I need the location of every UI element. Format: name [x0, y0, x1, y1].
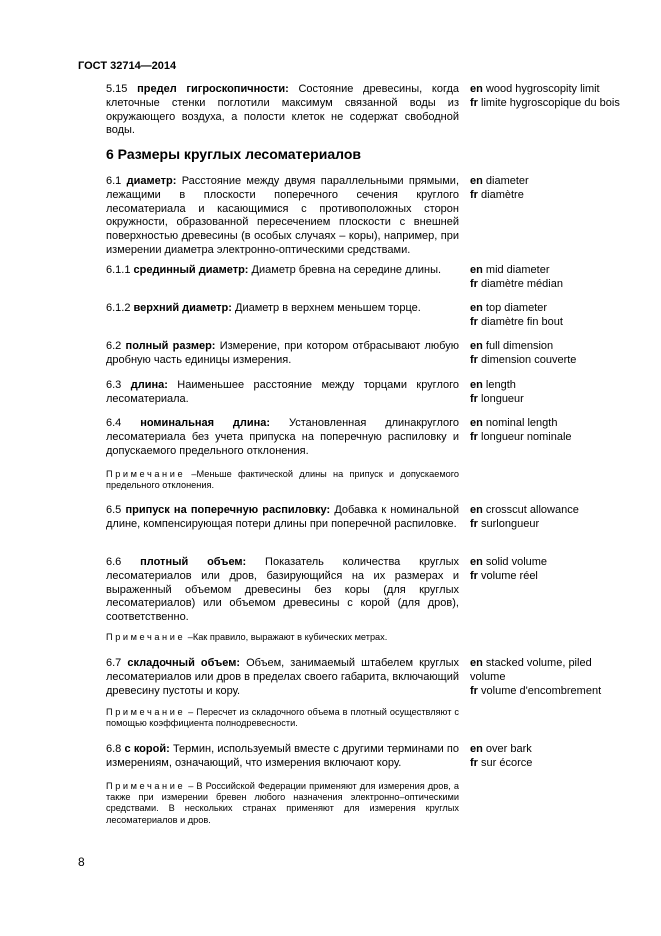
term-entry: 6.6 плотный объем: Показатель количества круглых лесоматериалов или дров, базирующийся на их размерах и выраженный объемом древесины без коры (для круглых лесоматериалов) или объемом древесины с корой (для дров), соответственно. — [106, 556, 459, 624]
term-entry: 6.7 складочный объем: Объем, занимаемый штабелем круглых лесоматериалов или дров в пределах своего габарита, включающий древесину пустоты и кору. — [106, 657, 459, 697]
term-label: припуск на поперечную распиловку: — [125, 504, 331, 516]
note: Примечание –Как правило, выражают в кубических метрах. — [106, 632, 388, 642]
term-translation: en mid diameter fr diamètre médian — [470, 264, 563, 290]
term-label: предел гигроскопичности: — [137, 83, 289, 95]
section-title: 6 Размеры круглых лесоматериалов — [106, 146, 361, 162]
term-entry: 6.1.2 верхний диаметр: Диаметр в верхнем меньшем торце. — [106, 302, 421, 314]
term-label: срединный диаметр: — [133, 264, 249, 276]
term-entry: 5.15 предел гигроскопичности: Состояние древесины, когда клеточные стенки поглотили максимум связанной воды из окружающего воздуха, а полости клеток не содержат свободной воды. — [106, 83, 459, 137]
term-translation: en top diameter fr diamètre fin bout — [470, 302, 563, 328]
term-label: с корой: — [124, 743, 170, 755]
page-number: 8 — [78, 855, 85, 869]
term-translation: en solid volume fr volume réel — [470, 556, 548, 582]
note: Примечание – Пересчет из складочного объема в плотный осуществляют с помощью коэффициента полнодревесности. — [106, 707, 459, 729]
term-translation: en stacked volume, piled volume fr volume d'encombrement — [470, 657, 602, 697]
term-entry: 6.1.1 срединный диаметр: Диаметр бревна на середине длины. — [106, 264, 442, 276]
document-code: ГОСТ 32714—2014 — [78, 60, 177, 72]
term-entry: 6.5 припуск на поперечную распиловку: Добавка к номинальной длине, компенсирующая потери длины при поперечной распиловке. — [106, 504, 459, 530]
term-translation: en length fr longueur — [470, 379, 524, 405]
term-translation: en nominal length fr longueur nominale — [470, 417, 572, 443]
term-label: диаметр: — [126, 175, 177, 187]
note: Примечание –Меньше фактической длины на припуск и допускаемого предельного отклонения. — [106, 469, 459, 491]
note-label: Примечание — [106, 469, 186, 479]
note-label: Примечание — [106, 781, 186, 791]
term-translation: en wood hygroscopity limit fr limite hygroscopique du bois — [470, 83, 620, 109]
term-label: верхний диаметр: — [133, 302, 232, 314]
term-label: номинальная длина: — [140, 417, 271, 429]
note-label: Примечание — [106, 707, 186, 717]
term-label: складочный объем: — [127, 657, 241, 669]
note-label: Примечание — [106, 632, 186, 642]
term-label: полный размер: — [125, 340, 216, 352]
term-translation: en crosscut allowance fr surlongueur — [470, 504, 579, 530]
term-entry: 6.8 с корой: Термин, используемый вместе с другими терминами по измерениям, означающий, что измерения включают кору. — [106, 743, 459, 769]
term-entry: 6.2 полный размер: Измерение, при котором отбрасывают любую дробную часть единицы измерения. — [106, 340, 459, 366]
term-label: длина: — [130, 379, 168, 391]
term-translation: en over bark fr sur écorce — [470, 743, 533, 769]
term-translation: en diameter fr diamètre — [470, 175, 529, 201]
note: Примечание – В Российской Федерации применяют для измерения дров, а также при измерении бревен любого назначения электронно–оптическими средствами. В нескольких странах применяют для измерения круглых лесоматериалов и дров. — [106, 781, 459, 825]
term-entry: 6.1 диаметр: Расстояние между двумя параллельными прямыми, лежащими в плоскости поперечного сечения круглого лесоматериала и касающимися с противоположных сторон окружности, образованной пересечением плоскости с внешней поверхностью древесины (в особых случаях – коры), например, при измерении диаметра электронно-оптическими средствами. — [106, 175, 459, 256]
term-entry: 6.3 длина: Наименьшее расстояние между торцами круглого лесоматериала. — [106, 379, 460, 405]
term-entry: 6.4 номинальная длина: Установленная длинакруглого лесоматериала без учета припуска на поперечную распиловку и допускаемого предельного отклонения. — [106, 417, 459, 457]
term-label: плотный объем: — [140, 556, 247, 568]
term-translation: en full dimension fr dimension couverte — [470, 340, 577, 366]
